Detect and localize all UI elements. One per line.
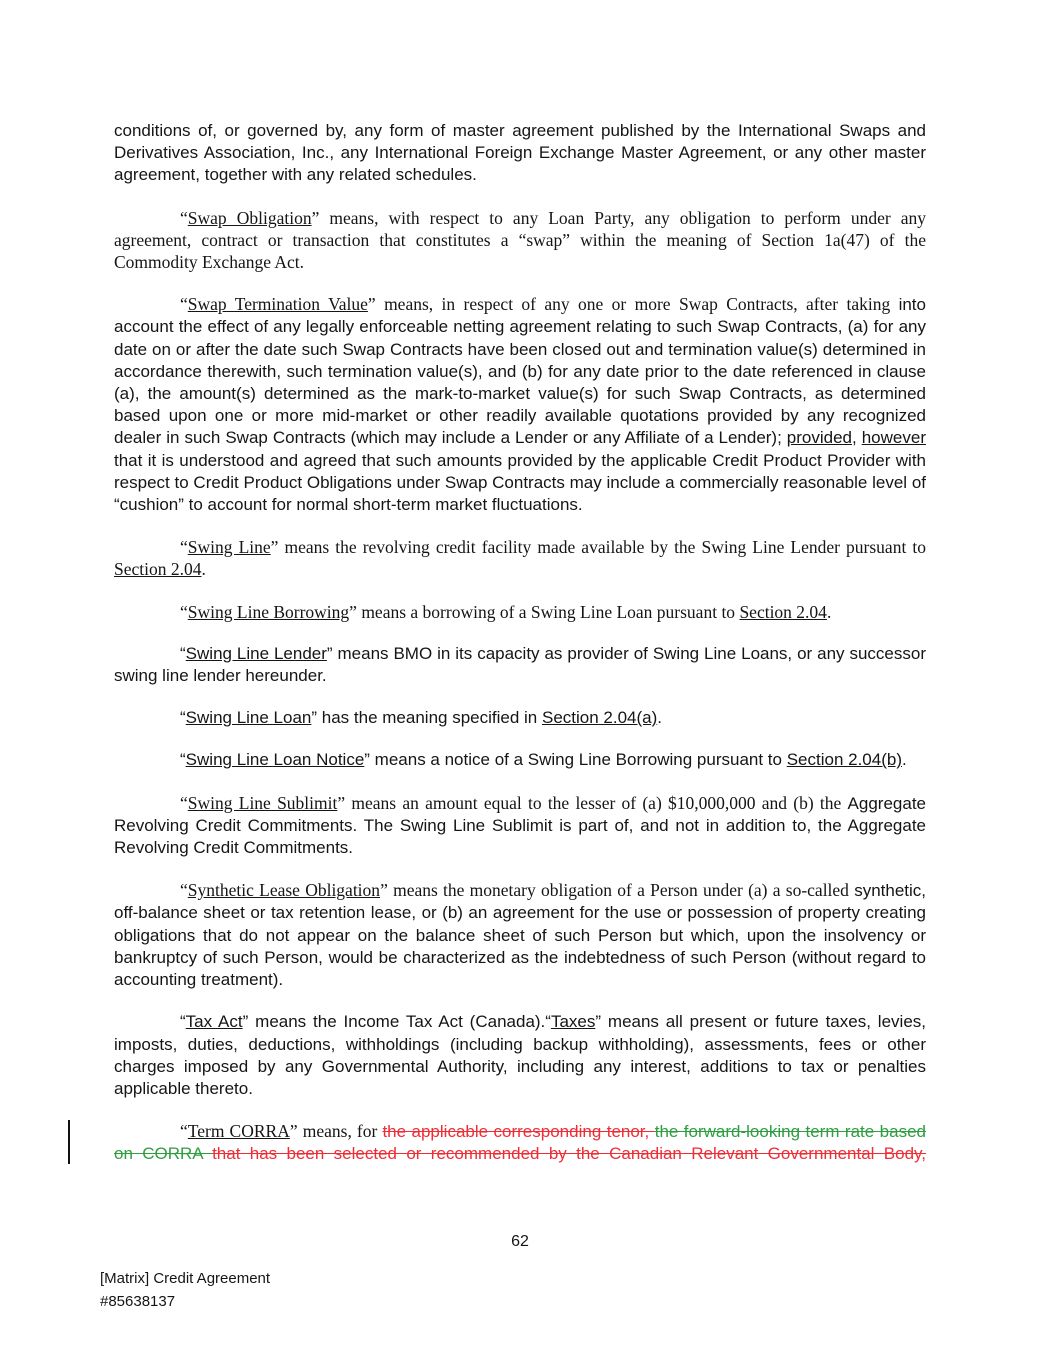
text-run: ” means, for	[289, 1121, 383, 1142]
text-run: ” means BMO in its capacity as provider of Swing Line Loans, or any successor swing line lender hereunder.	[114, 643, 926, 686]
redline-text: that has been selected or recommended by the Canadian Relevant Governmental Body,	[212, 1144, 926, 1164]
underlined-term: Section 2.04	[114, 559, 202, 580]
text-run: “	[180, 880, 188, 901]
paragraph	[114, 120, 926, 187]
underlined-term: Taxes	[550, 1012, 596, 1032]
text-run: .	[902, 750, 907, 770]
underlined-term: Section 2.04(b)	[786, 750, 902, 770]
footer-document-title: [Matrix] Credit Agreement	[100, 1270, 271, 1287]
paragraph	[114, 792, 926, 860]
text-run: synthetic, off-balance sheet or tax retention lease, or (b) an agreement for the use or possession of property creating obligations that do not appear on the balance sheet of such Person but which, upon the insolvency or bankruptcy of such Person, would be characterized as the indebtedness of such Person (without regard to accounting treatment).	[114, 881, 927, 990]
paragraph	[114, 879, 926, 991]
underlined-term: Swing Line Loan	[185, 708, 312, 728]
paragraph	[114, 536, 926, 580]
underlined-term: Swing Line Loan Notice	[185, 750, 365, 770]
underlined-term: Swing Line	[187, 537, 271, 558]
text-run: “	[180, 708, 186, 728]
page-number: 62	[511, 1233, 529, 1250]
text-run: ” means a borrowing of a Swing Line Loan pursuant to	[349, 601, 740, 622]
paragraph	[114, 207, 926, 274]
underlined-term: Tax Act	[185, 1012, 243, 1032]
paragraph	[114, 643, 926, 687]
document-body	[114, 120, 926, 1186]
underlined-term: Swap Termination Value	[187, 294, 368, 315]
change-bar	[68, 1120, 70, 1164]
text-run: “	[180, 207, 188, 228]
underlined-term: provided	[786, 428, 853, 448]
redline-text: the forward-looking term rate based on CORRA	[114, 1122, 926, 1164]
text-run: ” means the revolving credit facility made available by the Swing Line Lender pursuant to	[270, 537, 926, 558]
underlined-term: Swing Line Sublimit	[187, 792, 338, 813]
text-run: ” means, in respect of any one or more Swap Contracts, after taking	[367, 294, 899, 315]
text-run: Aggregate Revolving Credit Commitments. The Swing Line Sublimit is part of, and not in addition to, the Aggregate Revolving Credit Commitments.	[114, 793, 926, 858]
paragraph	[114, 1011, 926, 1100]
text-run: .	[657, 708, 663, 728]
text-run: ” means the monetary obligation of a Person under (a) a so-called	[380, 880, 855, 901]
text-run: .	[201, 559, 206, 580]
text-run: that it is understood and agreed that such amounts provided by the applicable Credit Product Provider with respect to Credit Product Obligations under Swap Contracts may include a commercially reasonable level of “cushion” to account for normal short-term market fluctuations.	[114, 450, 926, 515]
text-run: ” means, with respect to any Loan Party, any obligation to perform under any agreement, contract or transaction that constitutes a “swap” within the meaning of Section 1a(47) of the Commodity Exchange Act.	[114, 207, 926, 273]
text-run: ” means an amount equal to the lesser of (a) $10,000,000 and (b) the	[337, 792, 848, 813]
underlined-term: Swap Obligation	[187, 207, 312, 228]
underlined-term: Term CORRA	[187, 1121, 290, 1142]
text-run: into account the effect of any legally enforceable netting agreement relating to such Swap Contracts, (a) for any date on or after the date such Swap Contracts have been closed out and termination value(s) determined in accordance therewith, such termination value(s), and (b) for any date prior to the date referenced in clause (a), the amount(s) determined as the mark-to-market value(s) for such Swap Contracts, as determined based upon one or more mid-market or other readily available quotations provided by any recognized dealer in such Swap Contracts (which may include a Lender or any Affiliate of a Lender);	[114, 295, 926, 448]
text-run: “	[180, 601, 188, 622]
text-run: ” means a notice of a Swing Line Borrowing pursuant to	[364, 750, 787, 770]
underlined-term: Synthetic Lease Obligation	[187, 880, 381, 901]
text-run: “	[180, 643, 186, 663]
underlined-term: Section 2.04	[739, 601, 827, 622]
text-run: ” means the Income Tax Act (Canada).“	[242, 1012, 551, 1032]
paragraph	[114, 749, 926, 771]
underlined-term: Section 2.04(a)	[541, 708, 658, 728]
paragraph	[114, 1120, 926, 1165]
paragraph	[114, 601, 926, 623]
paragraph	[114, 293, 926, 516]
text-run: .	[826, 601, 832, 622]
text-run: ” has the meaning specified in	[311, 708, 542, 728]
text-run: ,	[852, 428, 862, 448]
paragraph	[114, 707, 926, 729]
underlined-term: however	[861, 428, 926, 448]
text-run: ” means all present or future taxes, levies, imposts, duties, deductions, withholdings (including backup withholding), assessments, fees or other charges imposed by any Governmental Authority, including any interest, additions to tax or penalties applicable thereto.	[114, 1012, 926, 1098]
text-run: “	[180, 1121, 188, 1142]
text-run: “	[180, 792, 188, 813]
underlined-term: Swing Line Lender	[185, 643, 327, 663]
footer-document-id: #85638137	[100, 1293, 176, 1310]
text-run: “	[180, 1012, 186, 1032]
page-footer	[100, 1267, 270, 1313]
text-run: conditions of, or governed by, any form of master agreement published by the International Swaps and Derivatives Association, Inc., any International Foreign Exchange Master Agreement, or any other master agreement, together with any related schedules.	[114, 121, 926, 185]
redline-text: the applicable corresponding tenor,	[382, 1122, 655, 1142]
text-run: “	[180, 537, 188, 558]
text-run: “	[180, 750, 186, 770]
underlined-term: Swing Line Borrowing	[187, 601, 350, 622]
text-run: “	[180, 294, 188, 315]
